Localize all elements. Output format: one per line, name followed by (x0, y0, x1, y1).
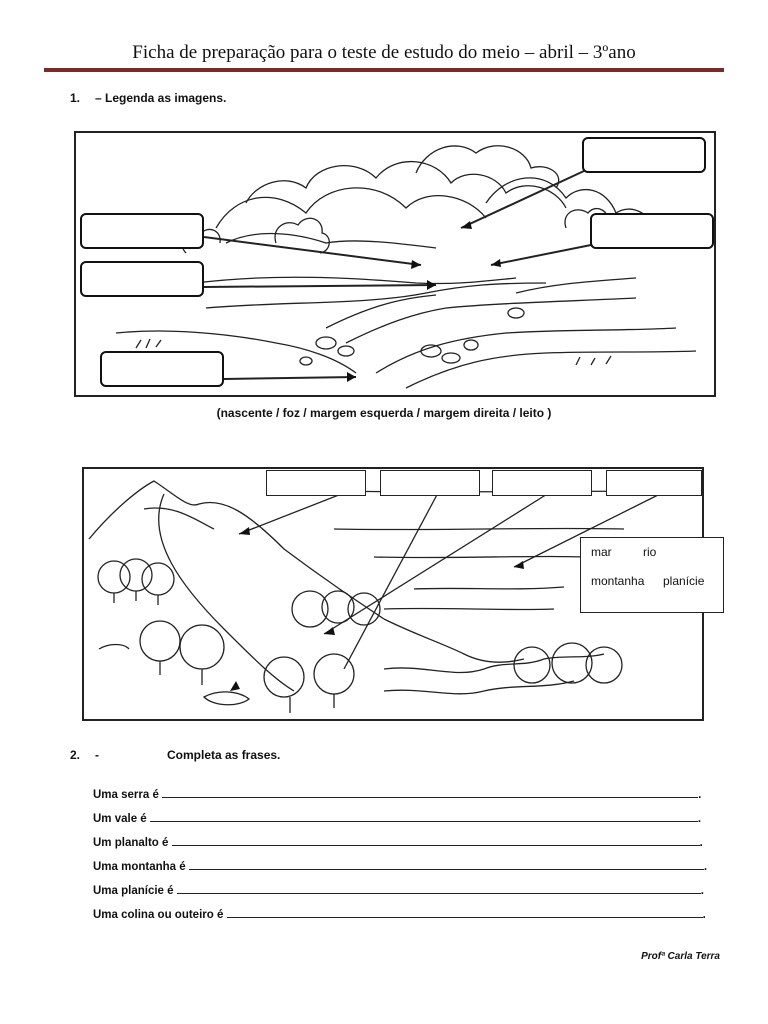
sentence-prefix: Um planalto é (93, 837, 169, 849)
word-mar: mar (591, 545, 612, 559)
sentence-vale (93, 810, 701, 825)
sentence-colina (93, 906, 706, 921)
question-1-number: 1. (70, 91, 81, 105)
label-box-2[interactable] (80, 213, 204, 249)
label-box-4[interactable] (80, 261, 204, 297)
sentence-prefix: Uma planície é (93, 885, 174, 897)
teacher-signature: Profª Carla Terra (641, 951, 720, 962)
answer-blank[interactable] (162, 786, 698, 798)
sentence-prefix: Uma montanha é (93, 861, 186, 873)
word-bank (580, 537, 724, 613)
page-title: Ficha de preparação para o teste de estudo do meio – abril – 3ºano (132, 42, 636, 63)
sentence-end: . (703, 861, 708, 873)
sentence-montanha (93, 858, 707, 873)
title-rule (44, 68, 724, 72)
word-montanha: montanha (591, 574, 645, 588)
answer-blank[interactable] (189, 858, 704, 870)
sentence-end: . (698, 789, 702, 801)
sentence-prefix: Um vale é (93, 813, 147, 825)
sentence-end: . (697, 813, 702, 825)
word-rio: rio (643, 545, 657, 559)
sentence-planicie (93, 882, 704, 897)
question-2-dash: - (95, 748, 99, 762)
answer-box-4[interactable] (606, 470, 702, 496)
word-planicie: planície (663, 574, 705, 588)
sentence-planalto (93, 834, 703, 849)
answer-blank[interactable] (177, 882, 701, 894)
label-box-5[interactable] (100, 351, 224, 387)
sentence-prefix: Uma serra é (93, 789, 159, 801)
sentence-end: . (700, 885, 704, 897)
label-options: (nascente / foz / margem esquerda / margem direita / leito ) (216, 406, 552, 420)
sentence-serra (93, 786, 701, 801)
sentence-end: . (702, 909, 706, 921)
answer-box-3[interactable] (492, 470, 592, 496)
answer-blank[interactable] (150, 810, 698, 822)
answer-box-1[interactable] (266, 470, 366, 496)
answer-box-2[interactable] (380, 470, 480, 496)
sentence-end: . (699, 837, 703, 849)
answer-blank[interactable] (172, 834, 700, 846)
question-2-number: 2. (70, 748, 81, 762)
question-2-instruction: Completa as frases. (167, 748, 281, 762)
question-1-instruction: – Legenda as imagens. (95, 91, 227, 105)
sentence-prefix: Uma colina ou outeiro é (93, 909, 224, 921)
label-box-3[interactable] (590, 213, 714, 249)
answer-blank[interactable] (227, 906, 703, 918)
river-illustration (74, 131, 716, 397)
label-box-1[interactable] (582, 137, 706, 173)
